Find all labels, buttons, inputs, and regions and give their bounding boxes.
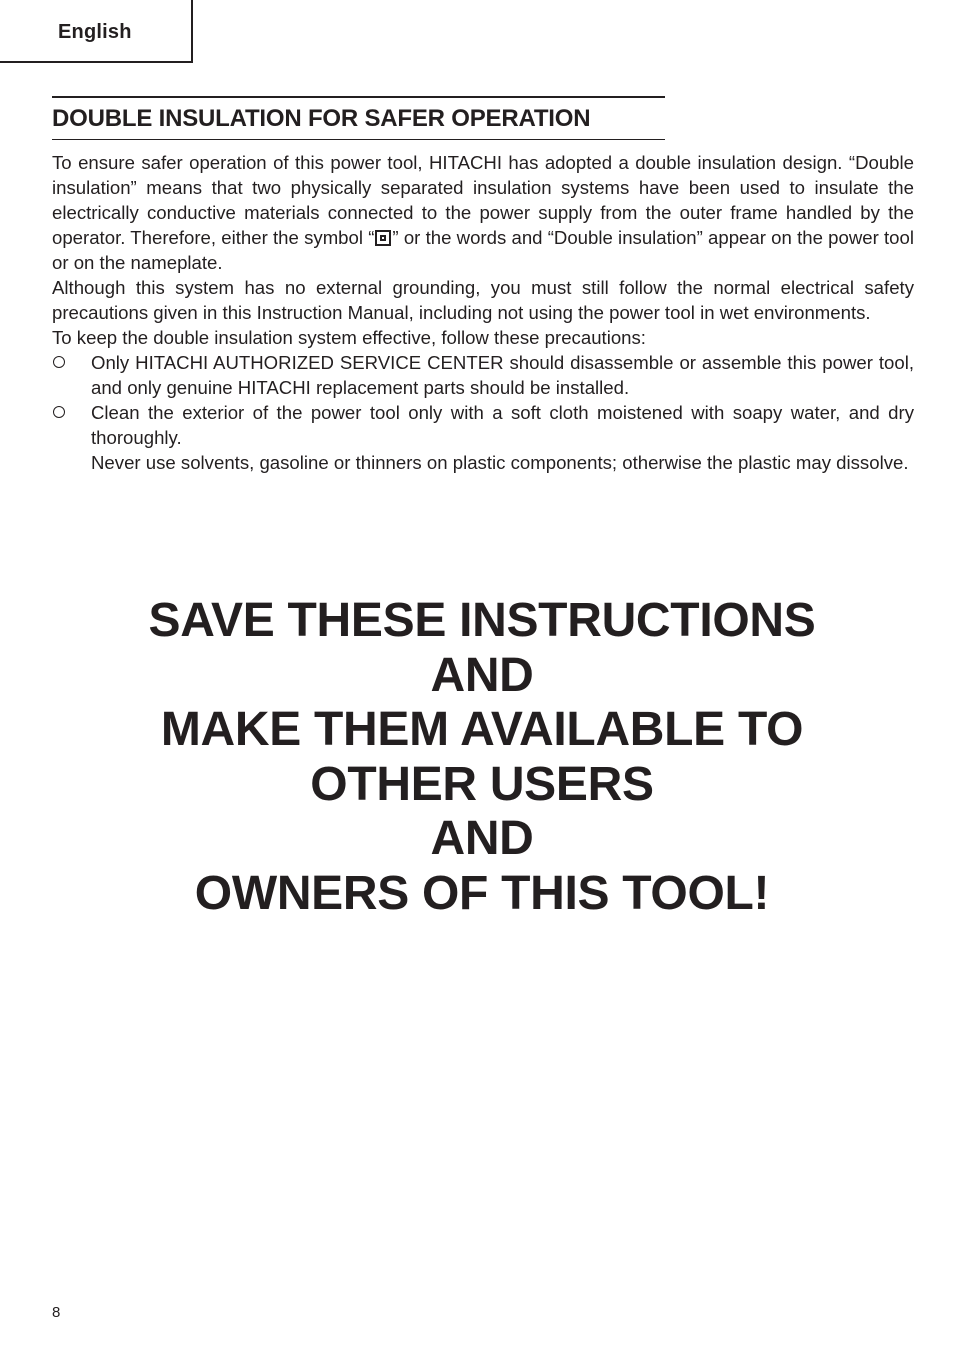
section-heading-box [52,96,665,140]
list-item [52,350,914,400]
paragraph-grounding: Although this system has no external grounding, you must still follow the normal electrical safety precautions given in this Instruction Manual, including not using the power tool in wet environments. [52,277,914,323]
notice-line: MAKE THEM AVAILABLE TO [160,703,804,756]
notice-line: AND [430,648,534,702]
list-item-text: Clean the exterior of the power tool only with a soft cloth moistened with soapy water, and dry thoroughly. [91,402,914,448]
notice-line: SAVE THESE INSTRUCTIONS [148,594,816,647]
paragraph-text-part1: To ensure safer operation of this power tool, HITACHI has adopted a double insulation design. “Double insulation” means that two physically separated insulation systems have been used to insulate the electrically conductive materials connected to the power supply from the outer frame handled by the operator. Therefore, either the symbol “ [52,152,914,248]
save-instructions-notice [40,594,924,921]
circle-bullet-icon [53,356,65,368]
language-tab [0,0,193,63]
list-item [52,400,914,475]
double-insulation-symbol-icon [375,230,391,246]
notice-line: AND [430,812,534,865]
page-number: 8 [52,1304,61,1321]
paragraph-double-insulation [52,150,914,275]
paragraph-text-part2: ” or the words and “Double insulation” appear on the power tool or on the nameplate. [52,227,914,273]
section-body [52,150,914,475]
circle-bullet-icon [53,406,65,418]
list-item-extra-text: Never use solvents, gasoline or thinners on plastic components; otherwise the plastic may dissolve. [91,452,909,473]
list-item-text: Only HITACHI AUTHORIZED SERVICE CENTER should disassemble or assemble this power tool, and only genuine HITACHI replacement parts should be installed. [91,352,914,398]
section-title: DOUBLE INSULATION FOR SAFER OPERATION [52,105,591,132]
notice-line: OTHER USERS [310,757,654,811]
notice-line: OWNERS OF THIS TOOL! [194,866,770,920]
paragraph-precautions-intro: To keep the double insulation system effective, follow these precautions: [52,327,646,348]
language-label: English [58,21,132,43]
